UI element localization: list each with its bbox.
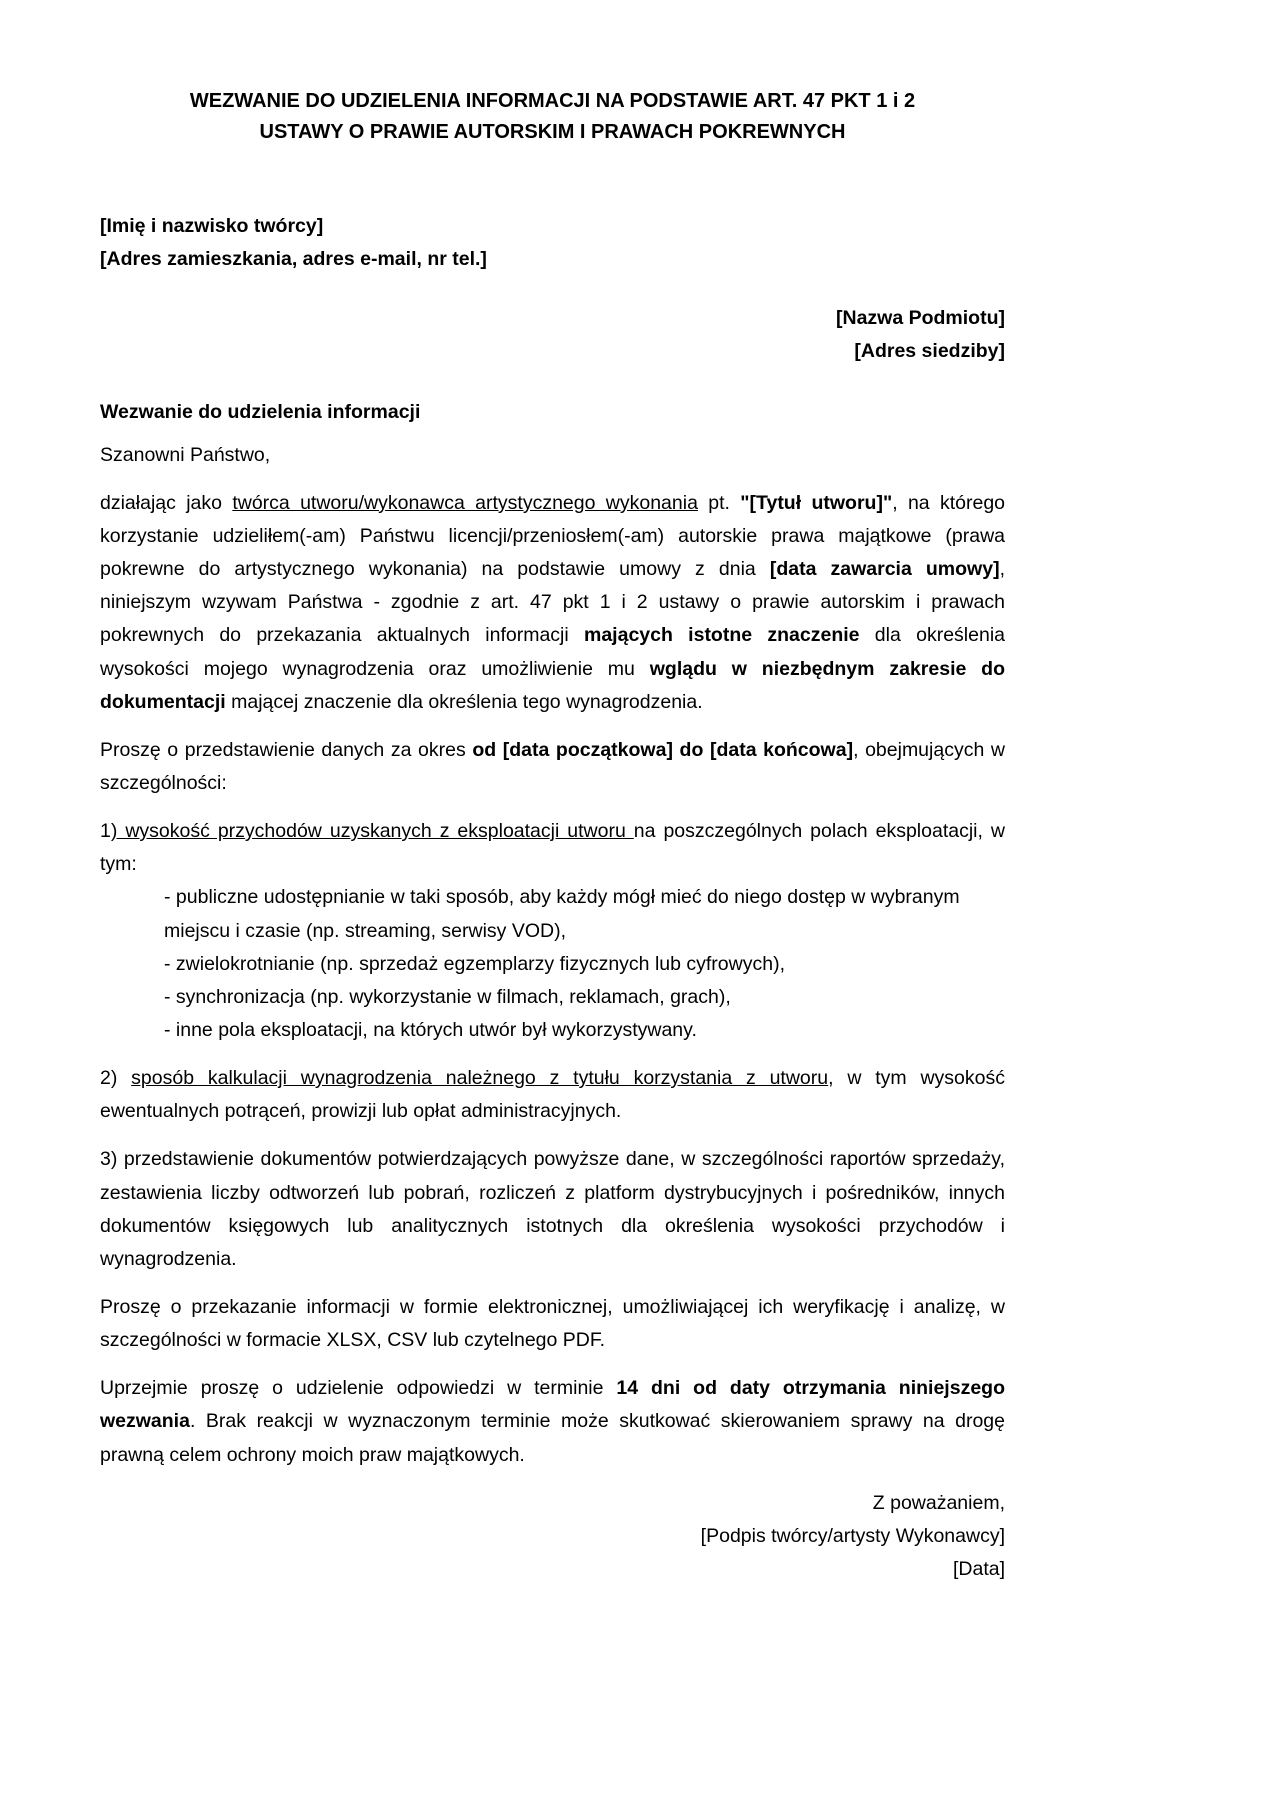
intro-paragraph [100,487,1005,719]
list-item-1 [100,815,1005,1047]
creator-role-underlined: twórca utworu/wykonawca artystycznego wykonania [232,491,698,514]
recipient-block [100,302,1005,368]
deadline-paragraph [100,1372,1005,1471]
sender-address: [Adres zamieszkania, adres e-mail, nr tel.] [100,248,487,271]
intro-run-7: , niniejszym wzywam Państwa - zgodnie z art. 47 pkt 1 i 2 ustawy o prawie autorskim i prawach pokrewnych do przekazania aktualnych informacji [100,558,1005,647]
intro-run-9: dla określenia wysokości mojego wynagrodzenia oraz umożliwienie mu [100,624,1005,680]
signature-placeholder: [Podpis twórcy/artysty Wykonawcy] [700,1524,1005,1547]
date-placeholder: [Data] [952,1557,1005,1580]
deadline-run-1: Uprzejmie proszę o udzielenie odpowiedzi w terminie [100,1377,617,1400]
revenue-amount-underlined: ) wysokość przychodów uzyskanych z eksploatacji utworu [110,820,634,843]
recipient-name: [Nazwa Podmiotu] [836,307,1005,330]
item1-run-3: na poszczególnych polach eksploatacji, w tym: [100,820,1005,876]
period-run-3: , obejmujących w szczególności: [100,738,1005,794]
list-item-1-text [100,815,1005,881]
intro-run-5: , na którego korzystanie udzieliłem(-am) Państwu licencji/przeniosłem(-am) autorskie prawa majątkowe (prawa pokrewne do artystycznego wykonania) na podstawie umowy z dnia [100,491,1006,581]
salutation: Szanowni Państwo, [100,443,271,466]
sender-name: [Imię i nazwisko twórcy] [100,215,324,237]
exploitation-bullet-list [100,881,1005,1047]
work-title-placeholder: "[Tytuł utworu]" [740,491,893,514]
list-item-2 [100,1062,1005,1128]
data-period-paragraph [100,734,1005,800]
deadline-run-3: . Brak reakcji w wyznaczonym terminie może skutkować skierowaniem sprawy na drogę prawną celem ochrony moich praw majątkowych. [100,1410,1005,1466]
document-title [100,86,1005,148]
contract-date-placeholder: [data zawarcia umowy] [769,558,1000,581]
item1-number: 1 [100,820,111,843]
deadline-term-bold: 14 dni od daty otrzymania niniejszego wezwania [100,1377,1005,1433]
period-run-1: Proszę o przedstawienie danych za okres [100,738,473,761]
document-title-line-1: WEZWANIE DO UDZIELENIA INFORMACJI NA PODSTAWIE ART. 47 PKT 1 i 2 [189,90,916,112]
format-paragraph: Proszę o przekazanie informacji w formie elektronicznej, umożliwiającej ich weryfikację i analizę, w szczególności w formacie XLSX, CSV lub czytelnego PDF. [100,1295,1005,1352]
intro-run-1: działając jako [100,491,233,514]
recipient-address: [Adres siedziby] [854,340,1005,363]
intro-run-11: mającej znaczenie dla określenia tego wynagrodzenia. [225,690,703,713]
intro-run-3: pt. [697,491,741,514]
exploitation-bullet-streaming: - publiczne udostępnianie w taki sposób, aby każdy mógł mieć do niego dostęp w wybranym miejscu i czasie (np. streaming, serwisy VOD), [164,886,960,942]
valediction: Z poważaniem, [872,1491,1005,1514]
date-range-placeholder: od [data początkowa] do [data końcowa] [472,738,854,761]
calculation-method-underlined: sposób kalkulacji wynagrodzenia należnego z tytułu korzystania z utworu [131,1067,829,1090]
subject-heading: Wezwanie do udzielenia informacji [100,400,421,423]
document-title-line-2: USTAWY O PRAWIE AUTORSKIM I PRAWACH POKREWNYCH [259,121,846,143]
exploitation-bullet-reproduction: - zwielokrotnianie (np. sprzedaż egzemplarzy fizycznych lub cyfrowych), [164,952,785,975]
item2-run-3: , w tym wysokość ewentualnych potrąceń, prowizji lub opłat administracyjnych. [100,1067,1005,1123]
closing-block [100,1487,1005,1586]
item2-number: 2) [100,1067,132,1090]
exploitation-bullet-synchronization: - synchronizacja (np. wykorzystanie w filmach, reklamach, grach), [164,985,731,1008]
sender-block [100,210,1005,276]
significant-information-bold: mających istotne znaczenie [584,624,860,647]
exploitation-bullet-other: - inne pola eksploatacji, na których utwór był wykorzystywany. [164,1018,697,1041]
list-item-3: 3) przedstawienie dokumentów potwierdzających powyższe dane, w szczególności raportów sprzedaży, zestawienia liczby odtworzeń lub pobrań, rozliczeń z platform dystrybucyjnych i pośredników, innych dokumentów księgowych lub analitycznych istotnych dla określenia wysokości przychodów i wynagrodzenia. [100,1148,1005,1270]
documentation-access-bold: wglądu w niezbędnym zakresie do dokumentacji [100,657,1006,713]
